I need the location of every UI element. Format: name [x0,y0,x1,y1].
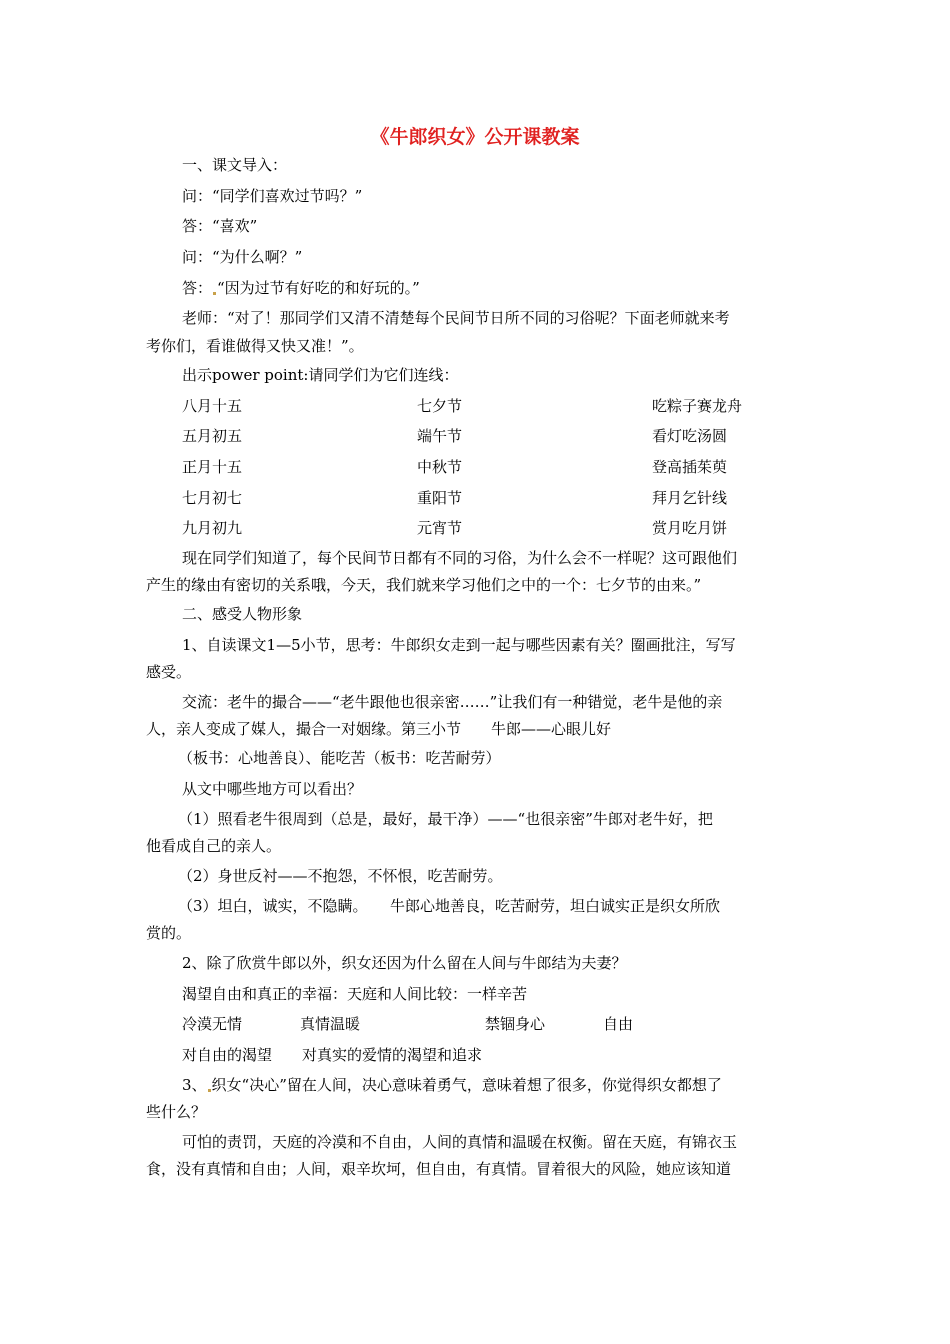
point-3-line-1: （3）坦白，诚实，不隐瞒。 牛郎心地善良，吃苦耐劳，坦白诚实正是织女所欣 [178,897,721,915]
contrast-word: 自由 [603,1015,634,1033]
festival-name: 元宵节 [417,519,463,537]
paragraph-comparison: 渴望自由和真正的幸福：天庭和人间比较：一样辛苦 [182,985,528,1003]
question-evidence: 从文中哪些地方可以看出？ [182,780,363,798]
festival-custom: 赏月吃月饼 [652,519,728,537]
document-title: 《牛郎织女》公开课教案 [370,126,580,148]
paragraph-4-line-1: 可怕的责罚，天庭的冷漠和不自由，人间的真情和温暖在权衡。留在天庭，有锦衣玉 [182,1133,738,1151]
answer-1: 答：“喜欢” [182,217,258,235]
paragraph-3-line-2: 些什么？ [146,1103,207,1121]
point-2: （2）身世反衬——不抱怨，不怀恨，吃苦耐劳。 [178,867,503,885]
festival-date: 八月十五 [182,397,243,415]
festival-name: 重阳节 [417,489,463,507]
question-2: 问：“为什么啊？” [182,248,303,266]
paragraph-3-number: 3、 [182,1076,207,1094]
festival-custom: 拜月乞针线 [652,489,728,507]
question-1: 问：“同学们喜欢过节吗？” [182,187,363,205]
answer-2 [182,278,420,298]
point-3-line-2: 赏的。 [146,924,192,942]
paragraph-2-line-2: 人，亲人变成了媒人，撮合一对姻缘。第三小节 牛郎——心眼儿好 [146,720,612,738]
answer-2-text: “因为过节有好吃的和好玩的。” [217,279,420,297]
festival-date: 五月初五 [182,427,243,445]
paragraph-1-line-1: 1、自读课文1—5小节，思考：牛郎织女走到一起与哪些因素有关？圈画批注，写写 [182,636,736,654]
festival-custom: 登高插茱萸 [652,458,728,476]
festival-date: 七月初七 [182,489,243,507]
contrast-word: 冷漠无情 [182,1015,243,1033]
paragraph-question-2: 2、除了欣赏牛郎以外，织女还因为什么留在人间与牛郎结为夫妻？ [182,954,627,972]
paragraph-4-line-2: 食，没有真情和自由；人间，艰辛坎坷，但自由，有真情。冒着很大的风险，她应该知道 [146,1160,732,1178]
point-1-line-1: （1）照看老牛很周到（总是，最好，最干净）——“也很亲密”牛郎对老牛好，把 [178,810,713,828]
summary-line-1: 现在同学们知道了，每个民间节日都有不同的习俗，为什么会不一样呢？这可跟他们 [182,549,738,567]
festival-date: 正月十五 [182,458,243,476]
marker-dot [213,292,216,295]
teacher-line-2: 考你们，看谁做得又快又准！”。 [146,337,364,355]
paragraph-3-line-1 [182,1075,722,1095]
ppt-instruction: 出示power point:请同学们为它们连线： [182,366,459,384]
section-heading-2: 二、感受人物形象 [182,605,303,623]
festival-date: 九月初九 [182,519,243,537]
desire-line: 对自由的渴望 对真实的爱情的渴望和追求 [182,1046,483,1064]
festival-custom: 看灯吃汤圆 [652,427,728,445]
festival-custom: 吃粽子赛龙舟 [652,397,743,415]
contrast-word: 禁锢身心 [485,1015,546,1033]
festival-name: 七夕节 [417,397,463,415]
contrast-word: 真情温暖 [300,1015,361,1033]
teacher-line-1: 老师：“对了！那同学们又清不清楚每个民间节日所不同的习俗呢？下面老师就来考 [182,309,730,327]
point-1-line-2: 他看成自己的亲人。 [146,837,282,855]
paragraph-3-text: 织女“决心”留在人间，决心意味着勇气，意味着想了很多，你觉得织女都想了 [211,1076,722,1094]
paragraph-2-line-1: 交流：老牛的撮合——“老牛跟他也很亲密……”让我们有一种错觉，老牛是他的亲 [182,693,723,711]
summary-line-2: 产生的缘由有密切的关系哦，今天，我们就来学习他们之中的一个：七夕节的由来。” [146,576,702,594]
section-heading-1: 一、课文导入： [182,156,288,174]
answer-2-prefix: 答： [182,279,213,297]
paragraph-1-line-2: 感受。 [146,663,192,681]
marker-dot [208,1089,211,1092]
festival-name: 中秋节 [417,458,463,476]
blackboard-note: （板书：心地善良）、能吃苦（板书：吃苦耐劳） [178,749,501,767]
festival-name: 端午节 [417,427,463,445]
